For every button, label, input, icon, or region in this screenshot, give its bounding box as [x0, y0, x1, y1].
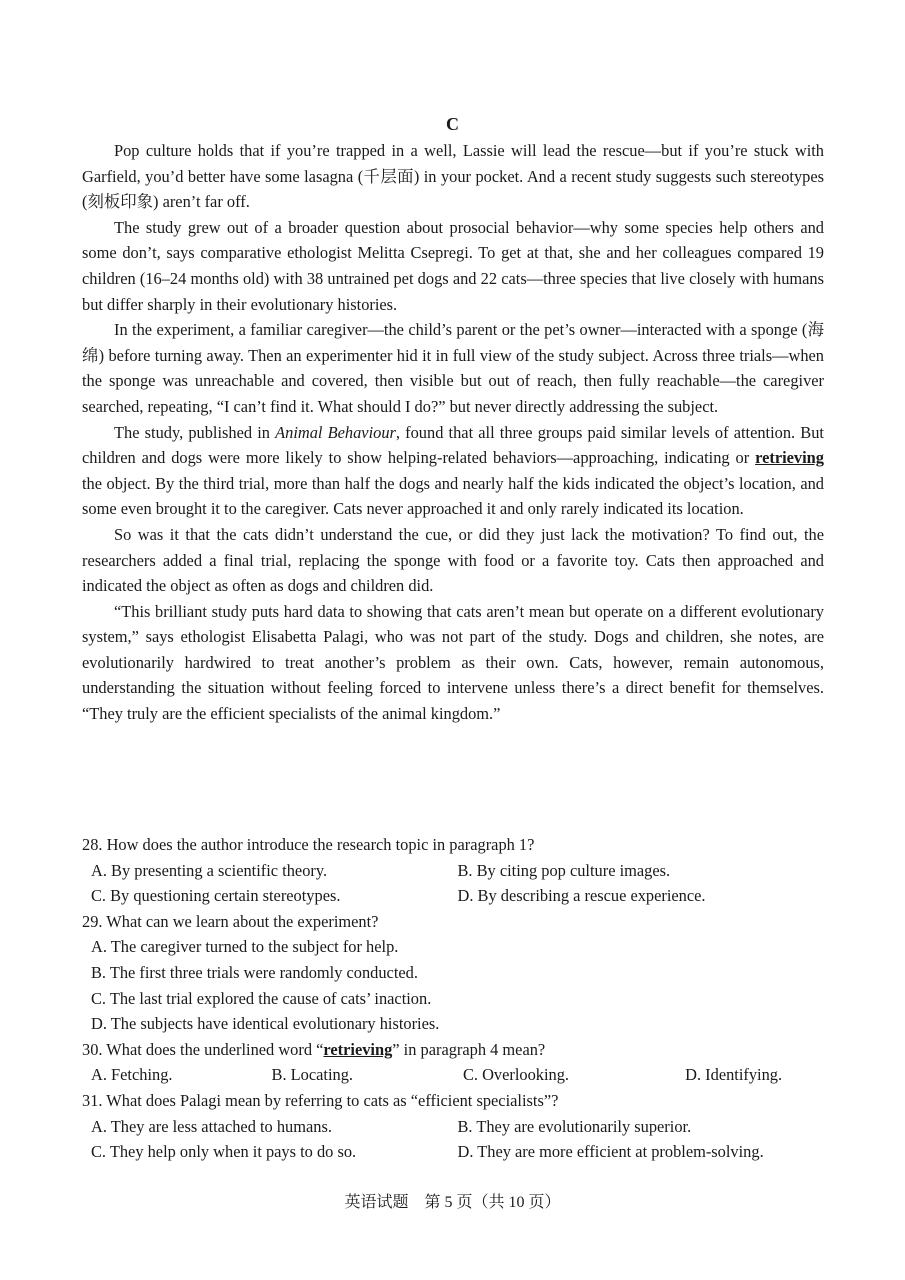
question-stem: 29. What can we learn about the experiment? — [82, 911, 379, 931]
option-c: C. The last trial explored the cause of cats’ inaction. — [91, 988, 432, 1008]
option-row — [82, 1139, 824, 1165]
option-a: A. They are less attached to humans. — [91, 1116, 332, 1136]
journal-title: Animal Behaviour — [275, 422, 396, 442]
option-a: A. By presenting a scientific theory. — [91, 860, 328, 880]
option-row — [82, 934, 824, 960]
option-c: C. They help only when it pays to do so. — [91, 1142, 357, 1162]
option-c: C. By questioning certain stereotypes. — [91, 886, 341, 906]
question-stem — [82, 1037, 824, 1063]
option-row — [82, 858, 824, 884]
option-row — [82, 1011, 824, 1037]
reading-passage — [82, 138, 824, 727]
question-31 — [82, 1088, 824, 1165]
option-b: B. By citing pop culture images. — [457, 860, 671, 880]
option-d: D. Identifying. — [685, 1065, 783, 1085]
option-b: B. They are evolutionarily superior. — [457, 1116, 692, 1136]
option-row — [82, 986, 824, 1012]
option-row — [82, 1062, 824, 1088]
question-stem-a: 30. What does the underlined word “ — [82, 1039, 324, 1059]
paragraph-4-text-a: The study, published in — [114, 422, 276, 442]
underlined-word-ref: retrieving — [323, 1039, 393, 1059]
question-list — [82, 832, 824, 1165]
option-a: A. Fetching. — [91, 1065, 173, 1085]
question-29 — [82, 909, 824, 1037]
option-d: D. The subjects have identical evolutionary histories. — [91, 1014, 440, 1034]
question-stem-b: ” in paragraph 4 mean? — [392, 1039, 546, 1059]
paragraph-6: “This brilliant study puts hard data to showing that cats aren’t mean but operate on a different evolutionary system,” says ethologist Elisabetta Palagi, who was not part of the study. Dogs and children, she notes, are evolutionarily hardwired to treat another’s problem as their own. Cats, however, remain autonomous, understanding the situation without feeling forced to intervene unless there’s a direct benefit for themselves. “They truly are the efficient specialists of the animal kingdom.” — [82, 601, 824, 724]
option-row — [82, 1114, 824, 1140]
option-d: D. By describing a rescue experience. — [457, 886, 706, 906]
paragraph-1: Pop culture holds that if you’re trapped in a well, Lassie will lead the rescue—but if you’re stuck with Garfield, you’d better have some lasagna (千层面) in your pocket. And a recent study suggests such stereotypes (刻板印象) aren’t far off. — [82, 141, 824, 212]
option-a: A. The caregiver turned to the subject for help. — [91, 937, 399, 957]
section-heading: C — [446, 114, 459, 134]
option-c: C. Overlooking. — [462, 1065, 570, 1085]
question-stem: 31. What does Palagi mean by referring to cats as “efficient specialists”? — [82, 1090, 559, 1110]
option-d: D. They are more efficient at problem-solving. — [457, 1142, 764, 1162]
paragraph-4 — [82, 420, 824, 522]
paragraph-5: So was it that the cats didn’t understand the cue, or did they just lack the motivation? To find out, the researchers added a final trial, replacing the sponge with food or a favorite toy. Cats then approached and indicated the object as often as dogs and children did. — [82, 524, 824, 596]
page-footer: 英语试题 第 5 页（共 10 页） — [344, 1194, 561, 1211]
paragraph-3: In the experiment, a familiar caregiver—the child’s parent or the pet’s owner—interacted with a sponge (海绵) before turning away. Then an experimenter hid it in full view of the study subject. Across three trials—when the sponge was unreachable and covered, then visible but out of reach, then fully reachable—the caregiver searched, repeating, “I can’t find it. What should I do?” but never directly addressing the subject. — [82, 320, 824, 416]
paragraph-4-text-b: , found that all three groups paid similar levels of attention. But children and dogs were more likely to show helping-related behaviors—approaching, indicating or — [82, 422, 824, 468]
option-row — [82, 960, 824, 986]
paragraph-4-text-c: the object. By the third trial, more than half the dogs and nearly half the kids indicated the object’s location, and some even brought it to the caregiver. Cats never approached it and only rarely indicated its location. — [82, 473, 824, 519]
option-row — [82, 883, 824, 909]
question-28 — [82, 832, 824, 909]
option-b: B. The first three trials were randomly conducted. — [91, 962, 418, 982]
option-b: B. Locating. — [271, 1065, 353, 1085]
paragraph-2: The study grew out of a broader question about prosocial behavior—why some species help others and some don’t, says comparative ethologist Melitta Csepregi. To get at that, she and her colleagues compared 19 children (16–24 months old) with 38 untrained pet dogs and 22 cats—three species that live closely with humans but differ sharply in their evolutionary histories. — [82, 217, 824, 314]
question-30 — [82, 1037, 824, 1088]
underlined-word: retrieving — [755, 448, 824, 468]
question-stem: 28. How does the author introduce the research topic in paragraph 1? — [82, 835, 535, 854]
